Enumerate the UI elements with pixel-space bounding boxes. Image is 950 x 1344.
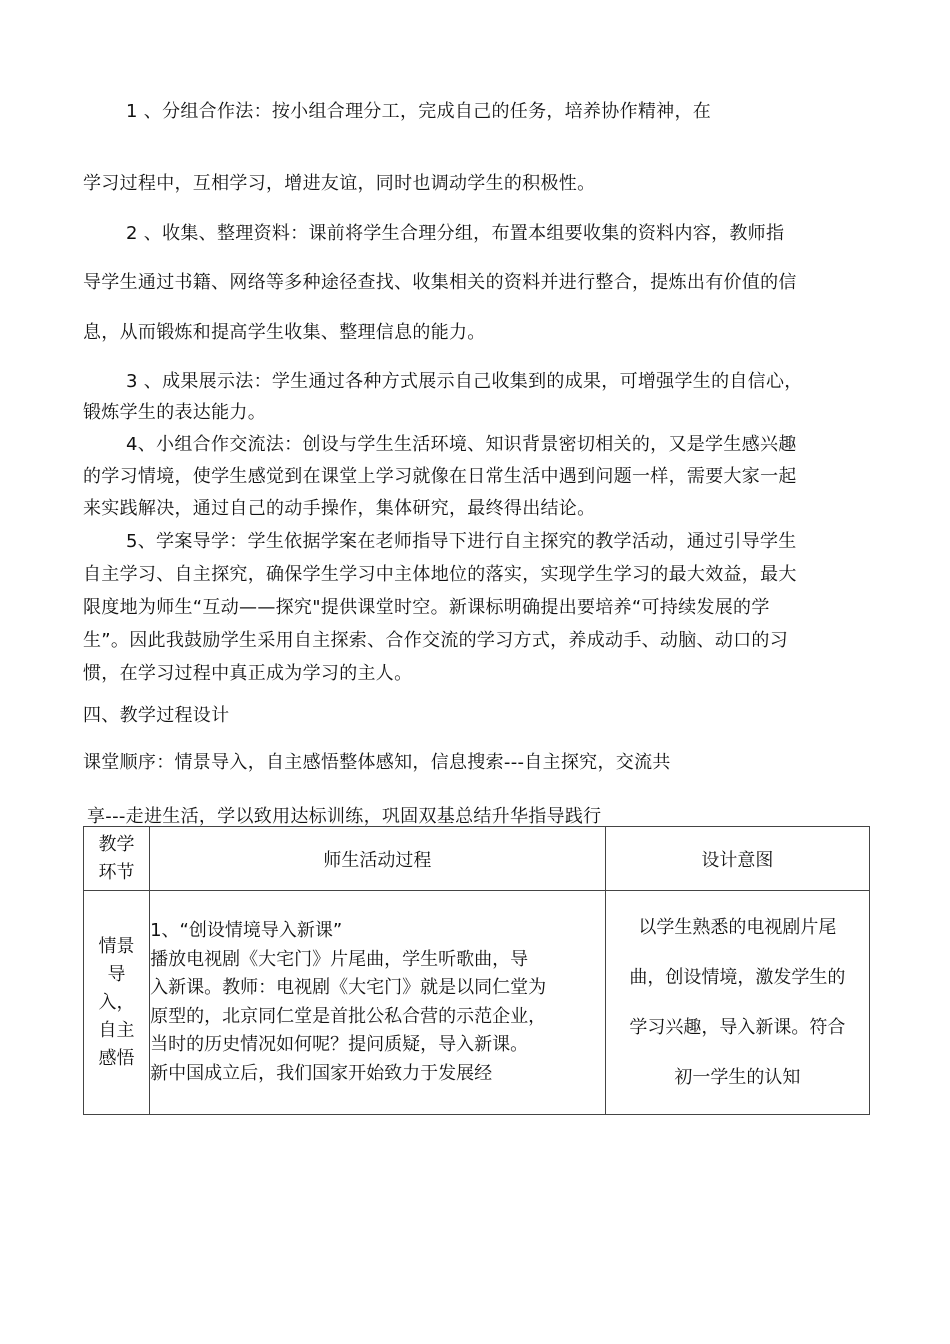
paragraph-2-line-2: 导学生通过书籍、网络等多种途径查找、收集相关的资料并进行整合，提炼出有价值的信 [83,272,797,293]
paragraph-3-line-2: 锻炼学生的表达能力。 [83,402,266,423]
teaching-process-table [83,826,870,1115]
table-row [84,891,870,1115]
process-line: 原型的，北京同仁堂是首批公私合营的示范企业， [150,1005,547,1027]
intent-line: 曲，创设情境，激发学生的 [629,966,846,988]
process-line: 入新课。教师：电视剧《大宅门》就是以同仁堂为 [150,977,547,998]
process-line: 1、“创设情境导入新课” [150,920,343,941]
paragraph-2-line-1: 2 、收集、整理资料：课前将学生合理分组，布置本组要收集的资料内容，教师指 [126,223,785,244]
paragraph-5-line-2: 自主学习、自主探究，确保学生学习中主体地位的落实，实现学生学习的最大效益，最大 [83,564,797,585]
header-process: 师生活动过程 [150,827,606,891]
sequence-line-2: 享---走进生活，学以致用达标训练，巩固双基总结升华指导践行 [87,806,602,827]
paragraph-5-line-5: 惯，在学习过程中真正成为学习的主人。 [83,663,413,684]
paragraph-4-line-3: 来实践解决，通过自己的动手操作，集体研究，最终得出结论。 [83,498,596,519]
header-stage-line-1: 教学 [98,833,135,855]
intent-line: 学习兴趣，导入新课。符合 [629,1016,846,1038]
header-stage-line-2: 环节 [98,861,135,883]
process-line: 新中国成立后，我们国家开始致力于发展经 [150,1062,493,1084]
stage-cell [84,891,150,1115]
stage-line: 导 [107,963,126,985]
header-intent: 设计意图 [605,827,869,891]
intent-cell [605,891,869,1115]
paragraph-5-line-4: 生”。因此我鼓励学生采用自主探索、合作交流的学习方式，养成动手、动脑、动口的习 [83,630,789,651]
paragraph-4-line-2: 的学习情境，使学生感觉到在课堂上学习就像在日常生活中遇到问题一样，需要大家一起 [83,466,797,487]
paragraph-4-line-1: 4、小组合作交流法：创设与学生生活环境、知识背景密切相关的，又是学生感兴趣 [126,434,797,455]
paragraph-5-line-1: 5、学案导学：学生依据学案在老师指导下进行自主探究的教学活动，通过引导学生 [126,531,797,552]
stage-line: 感悟 [98,1047,135,1069]
paragraph-1-line-1: 1 、分组合作法：按小组合理分工，完成自己的任务，培养协作精神，在 [126,101,712,122]
section-heading: 四、教学过程设计 [83,705,230,726]
stage-line: 自主 [98,1019,135,1041]
process-line: 播放电视剧《大宅门》片尾曲，学生听歌曲，导 [150,948,529,970]
header-stage [84,827,150,891]
intent-line: 初一学生的认知 [674,1066,801,1088]
paragraph-1-line-2: 学习过程中，互相学习，增进友谊，同时也调动学生的积极性。 [83,173,596,194]
paragraph-2-line-3: 息，从而锻炼和提高学生收集、整理信息的能力。 [83,322,486,343]
process-cell [150,891,606,1115]
stage-line: 情景 [98,935,135,957]
stage-line: 入， [98,991,135,1013]
sequence-line-1: 课堂顺序：情景导入，自主感悟整体感知，信息搜索---自主探究，交流共 [83,752,671,773]
table-header-row [84,827,870,891]
paragraph-5-line-3: 限度地为师生“互动——探究"提供课堂时空。新课标明确提出要培养“可持续发展的学 [83,597,770,618]
paragraph-3-line-1: 3 、成果展示法：学生通过各种方式展示自己收集到的成果，可增强学生的自信心， [126,371,803,392]
process-line: 当时的历史情况如何呢？提问质疑，导入新课。 [150,1034,529,1055]
intent-line: 以学生熟悉的电视剧片尾 [638,916,837,938]
